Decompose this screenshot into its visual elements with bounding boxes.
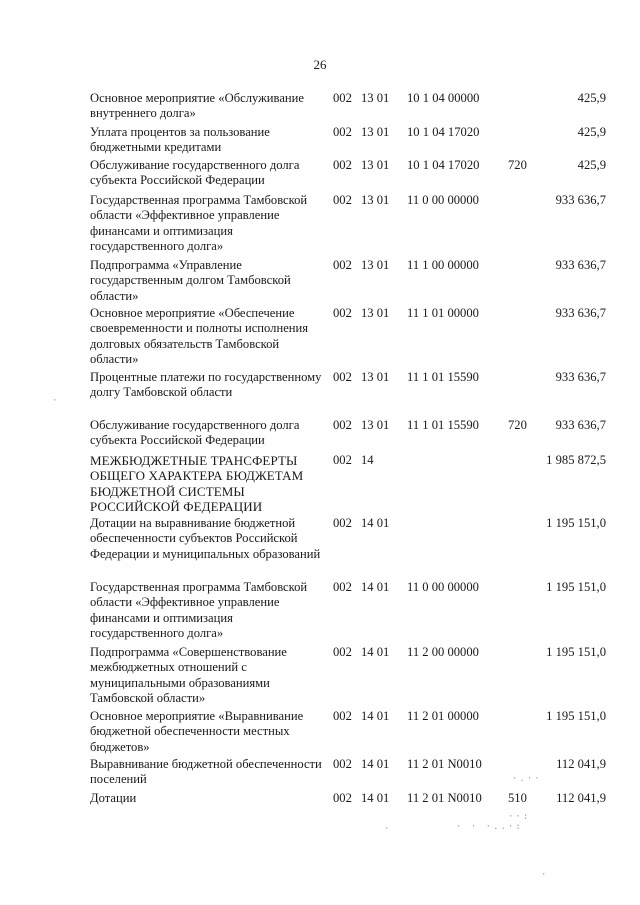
- row-ved: 002: [333, 258, 352, 272]
- row-section: 14 01: [361, 516, 390, 530]
- row-expense-type: 720: [508, 158, 527, 172]
- row-target-code: 11 0 00 00000: [407, 580, 479, 594]
- row-section: 13 01: [361, 258, 390, 272]
- row-ved: 002: [333, 757, 352, 771]
- row-amount: 933 636,7: [555, 370, 606, 384]
- row-ved: 002: [333, 193, 352, 207]
- row-amount: 933 636,7: [555, 306, 606, 320]
- row-name: Основное мероприятие «Обслуживание внутреннего долга»: [90, 91, 304, 121]
- row-name: Подпрограмма «Управление государственным долгом Тамбовской области»: [90, 258, 291, 303]
- row-ved: 002: [333, 418, 352, 432]
- row-section: 14 01: [361, 709, 390, 723]
- row-amount: 425,9: [577, 158, 606, 172]
- row-amount: 933 636,7: [555, 418, 606, 432]
- row-name: Процентные платежи по государственному долгу Тамбовской области: [90, 370, 322, 400]
- row-ved: 002: [333, 516, 352, 530]
- row-section: 13 01: [361, 193, 390, 207]
- row-section: 13 01: [361, 370, 390, 384]
- row-target-code: 10 1 04 17020: [407, 125, 480, 139]
- row-section: 13 01: [361, 91, 390, 105]
- row-section: 14 01: [361, 791, 390, 805]
- row-name: Дотации на выравнивание бюджетной обеспеченности субъектов Российской Федерации и муниципальных образований: [90, 516, 321, 561]
- row-target-code: 11 1 01 15590: [407, 418, 479, 432]
- row-ved: 002: [333, 306, 352, 320]
- row-ved: 002: [333, 645, 352, 659]
- row-section: 14 01: [361, 580, 390, 594]
- row-name: Обслуживание государственного долга субъекта Российской Федерации: [90, 418, 300, 448]
- row-ved: 002: [333, 370, 352, 384]
- row-target-code: 10 1 04 17020: [407, 158, 480, 172]
- row-expense-type: 720: [508, 418, 527, 432]
- row-target-code: 11 2 00 00000: [407, 645, 479, 659]
- row-ved: 002: [333, 158, 352, 172]
- scan-speck: ·.··: [512, 774, 542, 784]
- scan-speck: ··:: [508, 812, 531, 822]
- page-number: 26: [313, 57, 327, 72]
- row-section: 14 01: [361, 757, 390, 771]
- scan-speck: ·: [384, 824, 392, 834]
- row-section: 13 01: [361, 125, 390, 139]
- row-name: Уплата процентов за пользование бюджетными кредитами: [90, 125, 270, 155]
- row-target-code: 11 0 00 00000: [407, 193, 479, 207]
- row-name: Основное мероприятие «Обеспечение своевременности и полноты исполнения долговых обязательств Тамбовской области»: [90, 306, 309, 367]
- row-section: 13 01: [361, 418, 390, 432]
- row-ved: 002: [333, 453, 352, 467]
- scan-speck: ·: [541, 870, 549, 880]
- row-name: МЕЖБЮДЖЕТНЫЕ ТРАНСФЕРТЫ ОБЩЕГО ХАРАКТЕРА БЮДЖЕТАМ БЮДЖЕТНОЙ СИСТЕМЫ РОССИЙСКОЙ ФЕДЕРАЦИИ: [90, 453, 304, 515]
- row-name: Обслуживание государственного долга субъекта Российской Федерации: [90, 158, 300, 188]
- row-target-code: 11 1 00 00000: [407, 258, 479, 272]
- row-amount: 112 041,9: [556, 757, 606, 771]
- row-name: Выравнивание бюджетной обеспеченности поселений: [90, 757, 322, 787]
- row-target-code: 10 1 04 00000: [407, 91, 480, 105]
- row-ved: 002: [333, 580, 352, 594]
- row-name: Дотации: [90, 791, 137, 805]
- row-name: Основное мероприятие «Выравнивание бюджетной обеспеченности местных бюджетов»: [90, 709, 304, 754]
- row-target-code: 11 1 01 00000: [407, 306, 479, 320]
- row-amount: 1 195 151,0: [546, 645, 606, 659]
- row-ved: 002: [333, 709, 352, 723]
- row-section: 14: [361, 453, 374, 467]
- row-amount: 933 636,7: [555, 193, 606, 207]
- row-expense-type: 510: [508, 791, 527, 805]
- row-target-code: 11 1 01 15590: [407, 370, 479, 384]
- row-name: Государственная программа Тамбовской области «Эффективное управление финансами и оптимизация государственного долга»: [90, 580, 308, 641]
- row-name: Подпрограмма «Совершенствование межбюджетных отношений с муниципальными образованиями Тамбовской области»: [90, 645, 287, 706]
- row-target-code: 11 2 01 N0010: [407, 757, 482, 771]
- row-name: Государственная программа Тамбовской области «Эффективное управление финансами и оптимизация государственного долга»: [90, 193, 308, 254]
- row-amount: 425,9: [577, 125, 606, 139]
- scan-speck: ·: [52, 396, 60, 406]
- row-amount: 1 985 872,5: [546, 453, 606, 467]
- row-amount: 1 195 151,0: [546, 580, 606, 594]
- row-ved: 002: [333, 791, 352, 805]
- scan-speck: · · ·..·:: [456, 822, 523, 832]
- row-ved: 002: [333, 125, 352, 139]
- row-section: 13 01: [361, 158, 390, 172]
- row-amount: 425,9: [577, 91, 606, 105]
- row-target-code: 11 2 01 00000: [407, 709, 479, 723]
- row-amount: 1 195 151,0: [546, 516, 606, 530]
- row-section: 13 01: [361, 306, 390, 320]
- row-ved: 002: [333, 91, 352, 105]
- row-section: 14 01: [361, 645, 390, 659]
- row-amount: 1 195 151,0: [546, 709, 606, 723]
- row-target-code: 11 2 01 N0010: [407, 791, 482, 805]
- row-amount: 112 041,9: [556, 791, 606, 805]
- row-amount: 933 636,7: [555, 258, 606, 272]
